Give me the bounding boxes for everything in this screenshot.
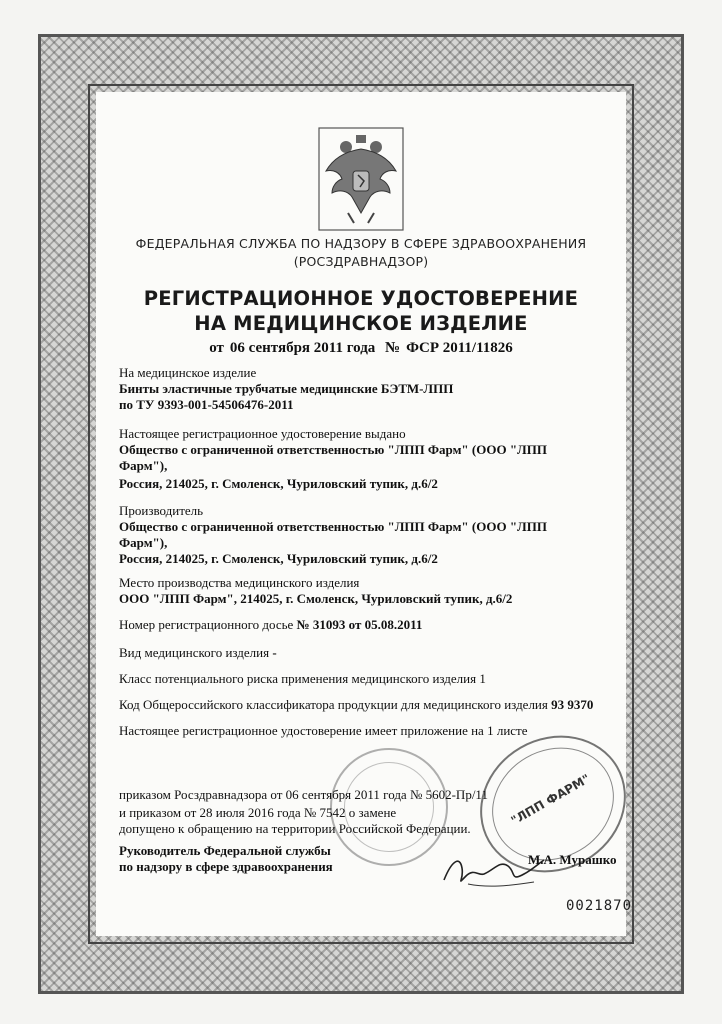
issued-label: Настоящее регистрационное удостоверение выдано — [119, 426, 406, 441]
agency-abbreviation: (РОСЗДРАВНАДЗОР) — [293, 254, 429, 269]
certificate-number: ФСР 2011/11826 — [406, 340, 513, 356]
document-title: РЕГИСТРАЦИОННОЕ УДОСТОВЕРЕНИЕ — [143, 287, 579, 310]
manufacturer-label: Производитель — [119, 503, 204, 518]
signatory-title-line2: по надзору в сфере здравоохранения — [119, 859, 333, 874]
production-label: Место производства медицинского изделия — [119, 575, 360, 590]
dossier-number: Номер регистрационного досье № 31093 от 05.08.2011 — [119, 617, 423, 632]
from-label: от — [209, 340, 224, 356]
order-line3: допущено к обращению на территории Российской Федерации. — [119, 821, 471, 836]
number-sign: № — [385, 340, 401, 356]
device-spec: по ТУ 9393-001-54506476-2011 — [119, 397, 294, 412]
issued-company-line1: Общество с ограниченной ответственностью "ЛПП Фарм" (ООО "ЛПП — [119, 442, 547, 457]
device-name: Бинты эластичные трубчатые медицинские БЭТМ-ЛПП — [119, 381, 454, 396]
order-line1: приказом Росздравнадзора от 06 сентября 2011 года № 5602-Пр/11 — [119, 787, 488, 802]
agency-name: ФЕДЕРАЛЬНАЯ СЛУЖБА ПО НАДЗОРУ В СФЕРЕ ЗДРАВООХРАНЕНИЯ — [135, 236, 587, 251]
device-label: На медицинское изделие — [119, 365, 257, 380]
manufacturer-address: Россия, 214025, г. Смоленск, Чуриловский тупик, д.6/2 — [119, 551, 438, 566]
issued-address: Россия, 214025, г. Смоленск, Чуриловский тупик, д.6/2 — [119, 476, 438, 491]
company-stamp-text: "ЛПП ФАРМ" — [508, 771, 593, 828]
signatory-name: М.А. Мурашко — [528, 852, 617, 867]
manufacturer-line2: Фарм"), — [119, 535, 168, 550]
serial-number: 0021870 — [566, 898, 633, 914]
issued-company-line2: Фарм"), — [119, 458, 168, 473]
coat-of-arms-icon — [318, 127, 404, 231]
okp-code: Код Общероссийского классификатора продукции для медицинского изделия 93 9370 — [119, 697, 594, 712]
certificate-date-number — [96, 340, 626, 357]
document-subtitle: НА МЕДИЦИНСКОЕ ИЗДЕЛИЕ — [194, 312, 528, 335]
production-site: ООО "ЛПП Фарм", 214025, г. Смоленск, Чуриловский тупик, д.6/2 — [119, 591, 513, 606]
manufacturer-line1: Общество с ограниченной ответственностью "ЛПП Фарм" (ООО "ЛПП — [119, 519, 547, 534]
device-kind: Вид медицинского изделия - — [119, 645, 277, 660]
appendix-note: Настоящее регистрационное удостоверение имеет приложение на 1 листе — [119, 723, 528, 738]
risk-class: Класс потенциального риска применения медицинского изделия 1 — [119, 671, 486, 686]
order-line2: и приказом от 28 июля 2016 года № 7542 о замене — [119, 805, 397, 820]
certificate-date: 06 сентября 2011 года — [229, 340, 376, 356]
signatory-title-line1: Руководитель Федеральной службы — [119, 843, 331, 858]
